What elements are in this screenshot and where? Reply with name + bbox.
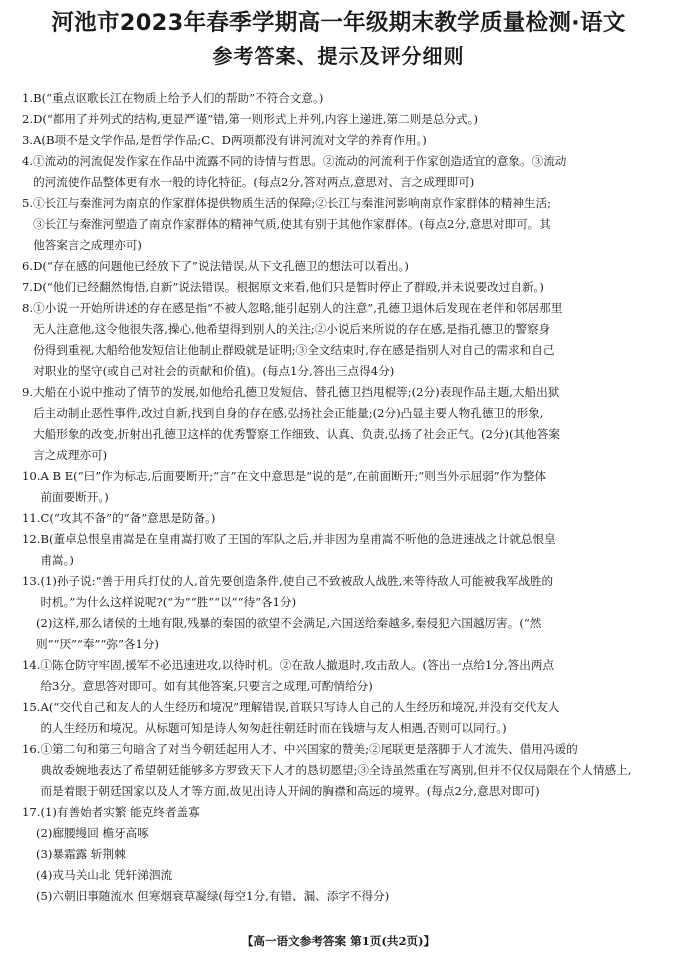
answer-text [40,802,655,823]
answer-number: 1. [22,91,34,105]
page-title: 河池市2023年春季学期高一年级期末教学质量检测·语文 [51,10,626,36]
answer-item [22,151,655,193]
answer-text [40,655,655,697]
answer-line: A(“交代自己和友人的人生经历和境况”理解错误,首联只写诗人自己的人生经历和境况,并没有交代友人 [40,700,560,714]
answer-text [36,865,655,886]
answer-item [22,844,655,865]
answer-line: ①陈仓防守牢固,援军不必迅速进攻,以待时机。②在敌人撤退时,攻击敌人。(答出一点给1分,答出两点 [40,658,555,672]
answer-number: 8. [22,301,34,315]
answer-line: 而是着眼于朝廷国家以及人才等方面,故见出诗人开阔的胸襟和高远的境界。(每点2分,意思对即可) [40,784,540,798]
answer-line: (1)孙子说:“善于用兵打仗的人,首先要创造条件,使自己不致被敌人战胜,来等待敌人可能被我军战胜的 [40,574,554,588]
answer-text [33,193,655,256]
answer-line: 大船在小说中推动了情节的发展,如他给孔德卫发短信、替孔德卫挡甩棍等;(2分)表现作品主题,大船出狱 [33,385,560,399]
answer-line: 则”“厌”“奉”“弥”各1分) [36,637,159,651]
answer-text [33,277,655,298]
answer-number: 4. [22,154,34,168]
answer-text [36,823,655,844]
answer-line: D(“都用了并列式的结构,更显严谨”错,第一则形式上并列,内容上递进,第二则是总分式。) [33,112,478,126]
answer-number: 12. [22,532,41,546]
answer-item [22,88,655,109]
answer-line: C(“攻其不备”的“备”意思是防备。) [40,511,216,525]
answer-text [33,151,655,193]
answer-item [22,193,655,256]
answer-item [22,382,655,466]
answer-text [40,529,655,571]
answer-item [22,508,655,529]
answer-item [22,466,655,508]
answer-list [22,88,655,907]
answer-text [33,88,655,109]
answer-item [22,571,655,613]
answer-item [22,802,655,823]
answer-line: 无人注意他,这令他很失落,操心,他希望得到别人的关注;②小说后来所说的存在感,是指孔德卫的警察身 [33,322,551,336]
answer-line: B(董卓总恨皇甫嵩是在皇甫嵩打败了王国的军队之后,并非因为皇甫嵩不听他的急进速战之计就总恨皇 [40,532,556,546]
answer-number: 5. [22,196,34,210]
answer-line: 后主动制止恶性事件,改过自新,找到自身的存在感,弘扬社会正能量;(2分)凸显主要人物孔德卫的形象, [33,406,544,420]
answer-number: 2. [22,112,34,126]
answer-line: 言之成理亦可) [33,448,108,462]
answer-number: 7. [22,280,34,294]
answer-item [22,865,655,886]
answer-item [22,613,655,655]
answer-line: 大船形象的改变,折射出孔德卫这样的优秀警察工作细致、认真、负责,弘扬了社会正气。(2分)(其他答案 [33,427,560,441]
answer-number: 16. [22,742,41,756]
answer-number: 15. [22,700,41,714]
answer-line: 甫嵩。) [40,553,74,567]
answer-item [22,298,655,382]
answer-line: 前面要断开。) [40,490,109,504]
answer-line: ①第二句和第三句暗含了对当今朝廷起用人才、中兴国家的赞美;②尾联更是落脚于人才流失、借用冯谖的 [40,742,578,756]
answer-line: (5)六朝旧事随流水 但寒烟衰草凝绿(每空1分,有错、漏、添字不得分) [36,889,390,903]
answer-item [22,277,655,298]
answer-line: ①长江与秦淮河为南京的作家群体提供物质生活的保障;②长江与秦淮河影响南京作家群体的精神生活; [33,196,552,210]
answer-line: ①小说一开始所讲述的存在感是指“不被人忽略,能引起别人的注意”,孔德卫退休后发现在老伴和邻居那里 [33,301,563,315]
answer-line: 典故委婉地表达了希望朝廷能够多方罗致天下人才的恳切愿望;③全诗虽然重在写离别,但并不仅仅局限在个人情感上, [40,763,632,777]
answer-line: 给3分。意思答对即可。如有其他答案,只要言之成理,可酌情给分) [40,679,373,693]
answer-text [33,298,655,382]
answer-text [40,739,655,802]
answer-text [40,466,655,508]
answer-item [22,655,655,697]
answer-text [36,886,655,907]
answer-item [22,529,655,571]
answer-line: B(“重点讴歌长江在物质上给予人们的帮助”不符合文意。) [33,91,324,105]
answer-line: 份得到重视,大船给他发短信让他制止群殴就是证明;③全文结束时,存在感是指别人对自己的需求和自己 [33,343,555,357]
answer-line: D(“他们已经翻然悔悟,自新”说法错误。根据原文来看,他们只是暂时停止了群殴,并未说要改过自新。) [33,280,544,294]
answer-item [22,739,655,802]
answer-text [36,613,655,655]
answer-line: A(B项不是文学作品,是哲学作品;C、D两项都没有讲河流对文学的养育作用。) [33,133,427,147]
answer-line: (2)廊腰缦回 檐牙高啄 [36,826,149,840]
answer-line: A B E(“曰”作为标志,后面要断开;“言”在文中意思是“说的是”,在前面断开;“则当外示屈弱”作为整体 [40,469,547,483]
answer-text [40,571,655,613]
answer-item [22,886,655,907]
answer-line: 时机。”为什么这样说呢?(“为”“胜”“以”“待”各1分) [40,595,297,609]
page-subtitle: 参考答案、提示及评分细则 [212,44,465,68]
answer-text [36,844,655,865]
answer-text [40,697,655,739]
answer-number: 13. [22,574,41,588]
answer-number: 9. [22,385,34,399]
answer-line: (2)这样,那么诸侯的土地有限,残暴的秦国的欲望不会满足,六国送给秦越多,秦侵犯六国越厉害。(“然 [36,616,542,630]
answer-line: 的人生经历和境况。从标题可知是诗人匆匆赶往朝廷时而在钱塘与友人相遇,否则可以同行。) [40,721,507,735]
answer-line: (3)暴霜露 斩荆棘 [36,847,126,861]
answer-number: 10. [22,469,41,483]
answer-number: 17. [22,805,41,819]
answer-line: (1)有善始者实繁 能克终者盖寡 [40,805,200,819]
answer-number: 6. [22,259,34,273]
answer-text [33,382,655,466]
answer-number: 14. [22,658,41,672]
answer-line: (4)戎马关山北 凭轩涕泗流 [36,868,173,882]
answer-item [22,109,655,130]
page-footer: 【高一语文参考答案 第1页(共2页)】 [241,934,436,948]
answer-text [33,130,655,151]
answer-line: ③长江与秦淮河塑造了南京作家群体的精神气质,使其有别于其他作家群体。(每点2分,意思对即可。其 [33,217,551,231]
answer-number: 11. [22,511,41,525]
answer-line: 的河流使作品整体更有水一般的诗化特征。(每点2分,答对两点,意思对、言之成理即可) [33,175,475,189]
answer-text [40,508,655,529]
answer-line: D(“存在感的问题他已经放下了”说法错误,从下文孔德卫的想法可以看出。) [33,259,409,273]
answer-item [22,256,655,277]
answer-line: 他答案言之成理亦可) [33,238,142,252]
answer-line: 对职业的坚守(或自己对社会的贡献和价值)。(每点1分,答出三点得4分) [33,364,395,378]
answer-text [33,109,655,130]
answer-item [22,130,655,151]
answer-item [22,697,655,739]
answer-number: 3. [22,133,34,147]
answer-text [33,256,655,277]
answer-item [22,823,655,844]
answer-line: ①流动的河流促发作家在作品中流露不同的诗情与哲思。②流动的河流利于作家创造适宜的意象。③流动 [33,154,567,168]
